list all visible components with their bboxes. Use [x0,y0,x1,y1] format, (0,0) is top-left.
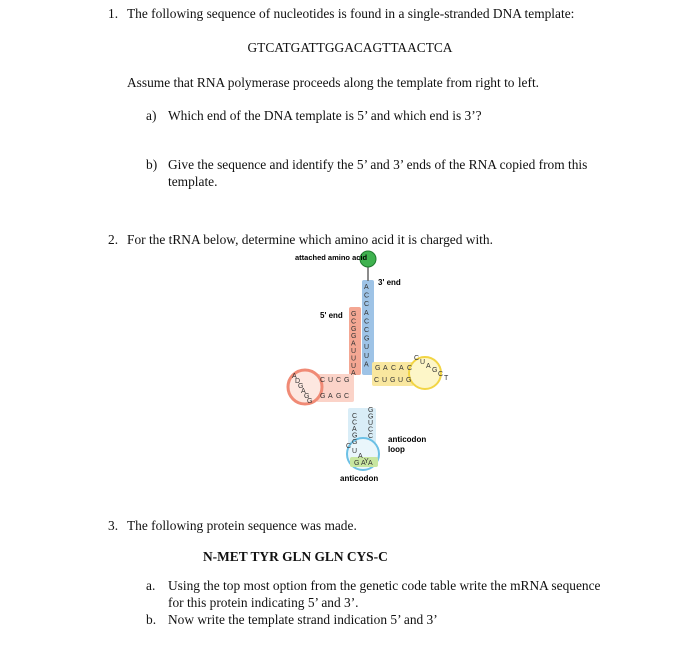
acceptor-right-bases: A C C A C C G U U A [364,284,370,369]
dna-sequence: GTCATGATTGGACAGTTAACTCA [247,40,453,55]
d-loop-bases: A D G A G G [292,373,313,405]
q2-number: 2. [108,232,119,247]
q2-text: For the tRNA below, determine which amino acid it is charged with. [127,232,493,247]
anticodon-label: anticodon [340,474,379,483]
d-arm-top-bases: C U C G [320,377,350,384]
q1-text: The following sequence of nucleotides is found in a single-stranded DNA template: [127,6,575,21]
t-loop-bases: CUAGCT [414,355,449,382]
q3-text: The following protein sequence was made. [127,518,357,533]
anticodon-stem-left-bases: C C A G G [352,413,358,446]
attached-amino-acid-label: attached amino acid [295,253,368,262]
t-arm-bottom-bases: C U G U G [374,377,412,384]
anticodon-loop-extra-bases: CUAY [346,443,369,465]
anticodon-stem-right-bases: G G U C C [368,407,374,440]
d-arm-bottom-bases: G A G C [320,393,350,400]
anticodon-loop-label: anticodon [388,435,427,444]
three-end-label: 3' end [378,278,401,287]
q3b-label: b. [146,612,157,627]
q3a-text: Using the top most option from the genetic code table write the mRNA sequence for this protein indicating 5’ and 3’. [168,578,601,610]
q3-number: 3. [108,518,119,533]
t-arm-top-bases: G A C A C [375,365,413,372]
acceptor-left-bases: G C G G A U U U A [351,311,357,378]
q1-assumption: Assume that RNA polymerase proceeds along the template from right to left. [127,75,540,90]
protein-sequence: N-MET TYR GLN GLN CYS-C [203,549,388,564]
q1b-label: b) [146,157,158,172]
anticodon-bases: G A A [354,460,373,467]
q1b-text: Give the sequence and identify the 5’ and 3’ ends of the RNA copied from this template. [168,157,588,189]
q1a-text: Which end of the DNA template is 5’ and which end is 3’? [168,108,482,123]
q3a-label: a. [146,578,156,593]
five-end-label: 5' end [320,311,343,320]
anticodon-loop-label-2: loop [388,445,405,454]
q1-number: 1. [108,6,119,21]
q1a-label: a) [146,108,157,123]
q3b-text: Now write the template strand indication 5’ and 3’ [168,612,438,627]
